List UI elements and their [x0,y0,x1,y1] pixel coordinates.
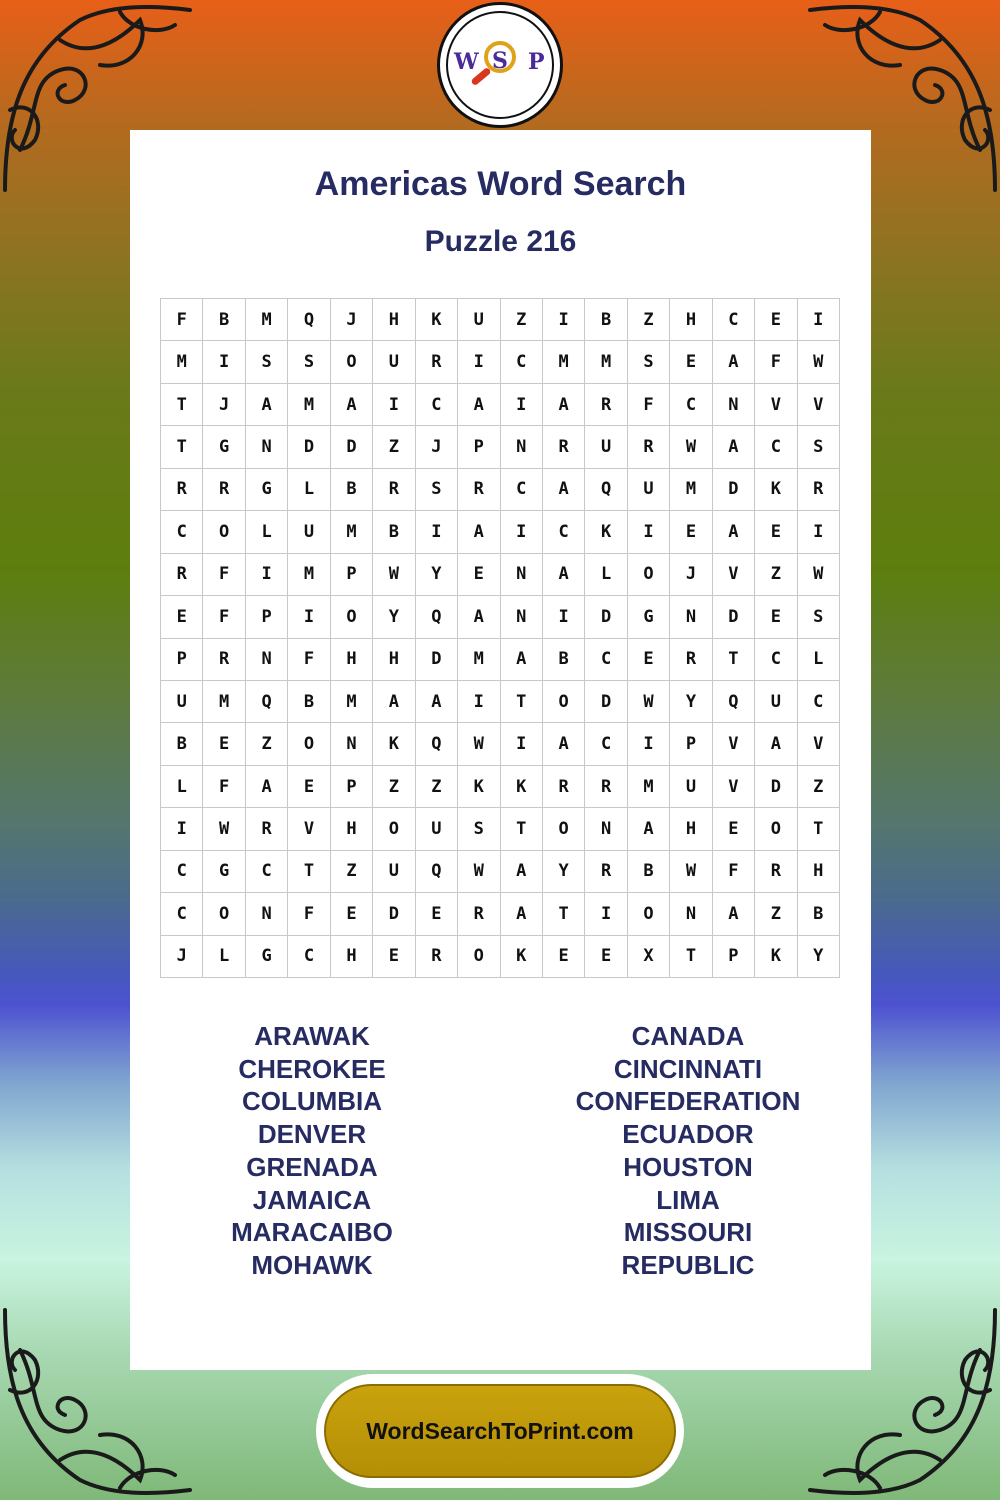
grid-cell: O [543,808,585,850]
grid-cell: J [203,384,245,426]
grid-cell: D [288,426,330,468]
grid-cell: H [373,639,415,681]
grid-cell: M [585,341,627,383]
grid-cell: I [501,723,543,765]
grid-cell: R [373,469,415,511]
grid-cell: A [331,384,373,426]
grid-cell: A [501,893,543,935]
grid-cell: E [373,936,415,978]
grid-cell: R [416,341,458,383]
grid-cell: H [331,936,373,978]
logo-letter-s: S [492,48,508,74]
grid-cell: F [755,341,797,383]
grid-cell: B [798,893,840,935]
grid-cell: V [798,384,840,426]
grid-cell: U [416,808,458,850]
grid-cell: Z [755,554,797,596]
grid-cell: E [713,808,755,850]
grid-cell: V [713,723,755,765]
grid-cell: I [628,723,670,765]
grid-cell: R [161,469,203,511]
grid-cell: S [458,808,500,850]
grid-cell: N [585,808,627,850]
word-list-item: CANADA [631,1021,745,1051]
grid-cell: O [331,596,373,638]
grid-cell: Y [416,554,458,596]
grid-cell: Q [288,299,330,341]
grid-cell: T [288,851,330,893]
grid-cell: A [543,554,585,596]
grid-cell: B [373,511,415,553]
grid-cell: F [713,851,755,893]
grid-cell: S [798,426,840,468]
grid-cell: O [203,511,245,553]
site-link-inner [324,1384,676,1478]
grid-cell: C [288,936,330,978]
grid-cell: A [458,384,500,426]
grid-cell: Z [755,893,797,935]
grid-cell: L [203,936,245,978]
grid-cell: V [288,808,330,850]
grid-cell: I [543,596,585,638]
grid-cell: U [628,469,670,511]
grid-cell: K [373,723,415,765]
grid-cell: U [161,681,203,723]
grid-cell: A [628,808,670,850]
grid-cell: I [798,299,840,341]
grid-cell: F [161,299,203,341]
grid-cell: C [585,723,627,765]
grid-cell: H [331,808,373,850]
grid-cell: I [161,808,203,850]
word-list-item: MISSOURI [623,1217,753,1248]
grid-cell: E [203,723,245,765]
grid-cell: O [628,893,670,935]
grid-cell: T [670,936,712,978]
grid-cell: D [755,766,797,808]
grid-cell: D [585,681,627,723]
grid-cell: D [373,893,415,935]
puzzle-number: Puzzle 216 [424,225,577,258]
grid-cell: X [628,936,670,978]
grid-cell: Z [798,766,840,808]
grid-cell: P [246,596,288,638]
grid-cell: I [458,341,500,383]
grid-cell: V [798,723,840,765]
grid-cell: N [670,893,712,935]
grid-cell: R [543,426,585,468]
grid-cell: I [501,511,543,553]
grid-cell: W [798,554,840,596]
grid-cell: U [373,851,415,893]
grid-cell: E [585,936,627,978]
grid-cell: O [628,554,670,596]
grid-cell: O [203,893,245,935]
site-link-text: WordSearchToPrint.com [366,1417,634,1444]
grid-cell: F [203,554,245,596]
word-list-item: CHEROKEE [238,1053,386,1084]
grid-cell: U [288,511,330,553]
grid-cell: A [246,384,288,426]
grid-cell: J [416,426,458,468]
grid-cell: A [458,596,500,638]
grid-cell: Z [416,766,458,808]
grid-cell: M [543,341,585,383]
grid-cell: W [373,554,415,596]
grid-cell: O [543,681,585,723]
grid-cell: I [628,511,670,553]
grid-cell: C [501,469,543,511]
grid-cell: I [543,299,585,341]
grid-cell: E [755,596,797,638]
grid-cell: C [161,893,203,935]
site-logo[interactable] [437,2,563,128]
grid-cell: J [670,554,712,596]
grid-cell: O [331,341,373,383]
grid-cell: E [755,299,797,341]
grid-cell: Q [713,681,755,723]
site-link-button[interactable] [316,1374,684,1488]
word-list-item: MOHAWK [251,1249,373,1280]
grid-cell: P [670,723,712,765]
grid-cell: J [161,936,203,978]
grid-cell: Y [670,681,712,723]
grid-cell: N [331,723,373,765]
grid-cell: D [713,596,755,638]
grid-cell: L [288,469,330,511]
grid-cell: A [713,341,755,383]
grid-cell: C [416,384,458,426]
grid-cell: G [246,469,288,511]
grid-cell: L [246,511,288,553]
grid-cell: Q [416,723,458,765]
grid-cell: K [416,299,458,341]
grid-cell: B [585,299,627,341]
grid-cell: R [670,639,712,681]
word-list-item: GRENADA [246,1151,378,1182]
grid-cell: Q [585,469,627,511]
grid-cell: O [755,808,797,850]
grid-cell: O [373,808,415,850]
grid-cell: U [373,341,415,383]
grid-cell: V [713,766,755,808]
grid-cell: N [501,554,543,596]
grid-cell: S [628,341,670,383]
grid-cell: M [288,384,330,426]
grid-cell: L [161,766,203,808]
grid-cell: Z [246,723,288,765]
grid-cell: R [416,936,458,978]
grid-cell: M [670,469,712,511]
grid-cell: A [373,681,415,723]
word-list-item: REPUBLIC [621,1249,755,1280]
grid-cell: F [288,639,330,681]
grid-cell: I [373,384,415,426]
grid-cell: A [501,851,543,893]
grid-cell: A [543,469,585,511]
grid-cell: B [203,299,245,341]
grid-cell: M [203,681,245,723]
grid-cell: I [585,893,627,935]
grid-cell: I [246,554,288,596]
grid-cell: R [161,554,203,596]
grid-cell: T [501,681,543,723]
grid-cell: R [585,851,627,893]
grid-cell: D [585,596,627,638]
grid-cell: B [331,469,373,511]
grid-cell: W [203,808,245,850]
grid-cell: I [501,384,543,426]
grid-cell: N [501,596,543,638]
grid-cell: R [755,851,797,893]
word-list-right [518,1020,858,1282]
word-list-item: MARACAIBO [231,1217,393,1248]
grid-cell: I [458,681,500,723]
grid-cell: W [670,851,712,893]
grid-cell: N [246,426,288,468]
grid-cell: R [628,426,670,468]
grid-cell: W [798,341,840,383]
word-list-left [142,1020,482,1282]
grid-cell: E [670,341,712,383]
grid-cell: R [798,469,840,511]
grid-cell: C [161,511,203,553]
grid-cell: B [161,723,203,765]
grid-cell: F [628,384,670,426]
grid-cell: N [246,639,288,681]
grid-cell: F [288,893,330,935]
grid-cell: T [501,808,543,850]
grid-cell: A [713,893,755,935]
grid-cell: P [331,766,373,808]
grid-cell: W [458,723,500,765]
grid-cell: C [246,851,288,893]
grid-cell: S [288,341,330,383]
grid-cell: C [161,851,203,893]
grid-cell: Y [798,936,840,978]
letter-grid [160,298,840,978]
grid-cell: R [203,469,245,511]
grid-cell: K [585,511,627,553]
grid-cell: E [288,766,330,808]
grid-cell: F [203,766,245,808]
grid-cell: A [458,511,500,553]
logo-letter-p: P [528,49,545,75]
grid-cell: R [203,639,245,681]
grid-cell: C [755,639,797,681]
grid-cell: E [458,554,500,596]
grid-cell: R [585,766,627,808]
grid-cell: K [755,936,797,978]
grid-cell: D [713,469,755,511]
grid-cell: Q [416,596,458,638]
grid-cell: U [585,426,627,468]
grid-cell: C [543,511,585,553]
grid-cell: T [161,384,203,426]
grid-cell: W [458,851,500,893]
word-list-item: COLUMBIA [241,1086,383,1117]
grid-cell: W [670,426,712,468]
grid-cell: K [755,469,797,511]
grid-cell: M [161,341,203,383]
grid-cell: E [161,596,203,638]
grid-cell: C [755,426,797,468]
grid-cell: U [755,681,797,723]
grid-cell: O [458,936,500,978]
grid-cell: A [713,511,755,553]
grid-cell: B [628,851,670,893]
grid-cell: F [203,596,245,638]
grid-cell: Z [373,766,415,808]
grid-cell: V [713,554,755,596]
grid-cell: R [458,893,500,935]
grid-cell: T [161,426,203,468]
grid-cell: P [458,426,500,468]
grid-cell: P [713,936,755,978]
grid-cell: A [755,723,797,765]
grid-cell: C [501,341,543,383]
grid-cell: S [416,469,458,511]
grid-cell: N [501,426,543,468]
grid-cell: E [628,639,670,681]
grid-cell: E [416,893,458,935]
grid-cell: C [713,299,755,341]
word-list-item: DENVER [257,1119,367,1150]
grid-cell: Z [373,426,415,468]
grid-cell: D [331,426,373,468]
grid-cell: C [585,639,627,681]
grid-cell: N [246,893,288,935]
grid-cell: H [670,808,712,850]
grid-cell: W [628,681,670,723]
word-list-item: ECUADOR [622,1119,754,1150]
grid-cell: I [416,511,458,553]
grid-cell: G [203,851,245,893]
grid-cell: E [755,511,797,553]
grid-cell: B [543,639,585,681]
grid-cell: G [246,936,288,978]
grid-cell: Z [628,299,670,341]
grid-cell: H [373,299,415,341]
grid-cell: R [543,766,585,808]
grid-cell: M [458,639,500,681]
grid-cell: A [246,766,288,808]
word-list-item: CINCINNATI [613,1053,763,1084]
grid-cell: G [203,426,245,468]
grid-cell: U [670,766,712,808]
puzzle-card [130,130,871,1370]
grid-cell: H [798,851,840,893]
grid-cell: P [331,554,373,596]
grid-cell: G [628,596,670,638]
grid-cell: P [161,639,203,681]
grid-cell: S [798,596,840,638]
grid-cell: I [203,341,245,383]
grid-cell: M [628,766,670,808]
grid-cell: A [501,639,543,681]
logo-letter-w: W [454,49,479,75]
grid-cell: N [713,384,755,426]
grid-cell: S [246,341,288,383]
grid-cell: H [670,299,712,341]
grid-cell: C [670,384,712,426]
grid-cell: A [543,384,585,426]
grid-cell: L [585,554,627,596]
grid-cell: I [288,596,330,638]
grid-cell: V [755,384,797,426]
grid-cell: N [670,596,712,638]
grid-cell: K [458,766,500,808]
grid-cell: Z [331,851,373,893]
grid-cell: O [288,723,330,765]
grid-cell: K [501,766,543,808]
grid-cell: A [543,723,585,765]
grid-cell: B [288,681,330,723]
grid-cell: E [331,893,373,935]
word-list-item: JAMAICA [252,1184,372,1215]
grid-cell: Y [373,596,415,638]
grid-cell: D [416,639,458,681]
grid-cell: J [331,299,373,341]
grid-cell: M [331,681,373,723]
grid-cell: T [543,893,585,935]
grid-cell: R [458,469,500,511]
word-list-item: ARAWAK [254,1021,370,1051]
grid-cell: E [543,936,585,978]
grid-cell: M [288,554,330,596]
grid-cell: Y [543,851,585,893]
grid-cell: Z [501,299,543,341]
grid-cell: Q [416,851,458,893]
grid-cell: E [670,511,712,553]
word-list-item: HOUSTON [623,1151,753,1182]
grid-cell: M [331,511,373,553]
grid-cell: M [246,299,288,341]
grid-cell: U [458,299,500,341]
grid-cell: R [246,808,288,850]
grid-cell: I [798,511,840,553]
grid-cell: H [331,639,373,681]
word-list-item: CONFEDERATION [575,1086,801,1117]
grid-cell: T [798,808,840,850]
grid-cell: R [585,384,627,426]
grid-cell: T [713,639,755,681]
grid-cell: C [798,681,840,723]
grid-cell: A [416,681,458,723]
grid-cell: K [501,936,543,978]
word-list-item: LIMA [656,1184,720,1215]
grid-cell: L [798,639,840,681]
grid-cell: A [713,426,755,468]
grid-cell: Q [246,681,288,723]
page-title: Americas Word Search [314,165,687,203]
